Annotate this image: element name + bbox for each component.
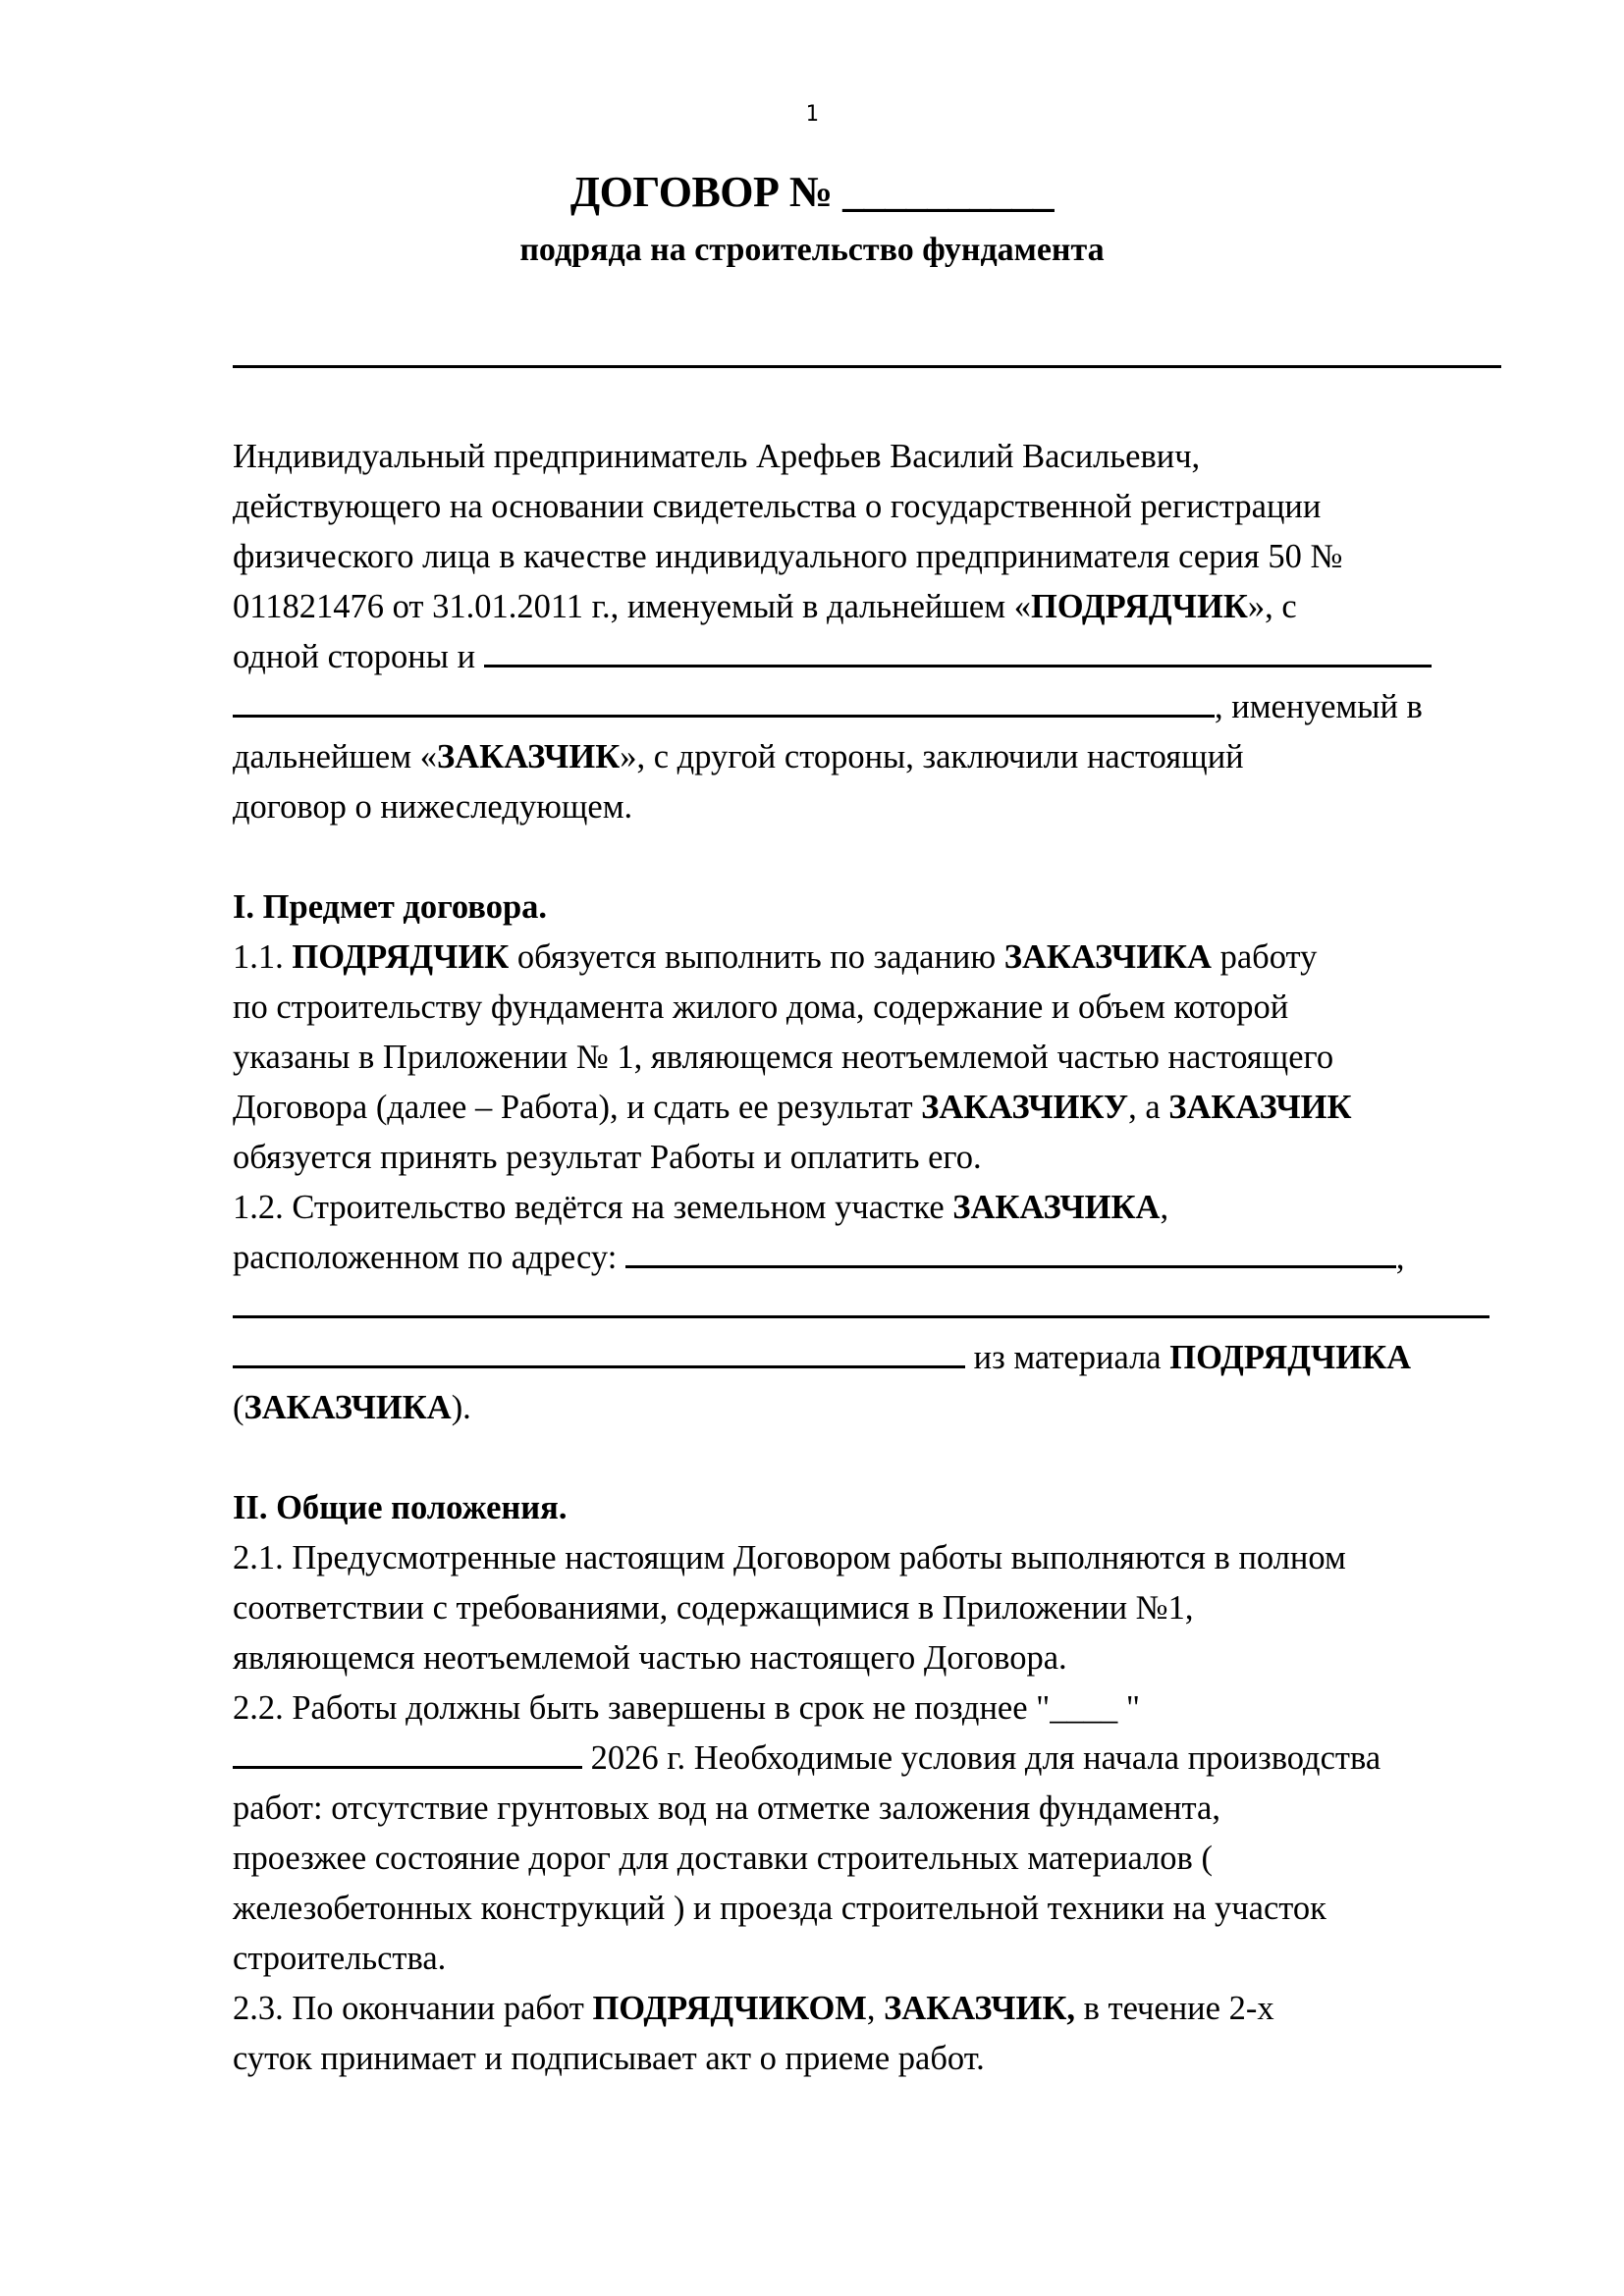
text: 011821476 от 31.01.2011 г., именуемый в дальнейшем « bbox=[233, 588, 1031, 625]
clause-line bbox=[233, 1083, 1509, 1133]
text: , именуемый в bbox=[1215, 688, 1423, 725]
preamble-line: Индивидуальный предприниматель Арефьев Василий Васильевич, bbox=[233, 438, 1201, 475]
page-number: 1 bbox=[805, 102, 819, 127]
text: ). bbox=[451, 1389, 471, 1426]
party-customer: ЗАКАЗЧИКУ bbox=[921, 1089, 1129, 1126]
document-subtitle: подряда на строительство фундамента bbox=[519, 232, 1105, 268]
clause-line bbox=[233, 1984, 1509, 2034]
party-contractor: ПОДРЯДЧИКОМ bbox=[592, 1990, 867, 2027]
clause-line bbox=[233, 1183, 1509, 1233]
text: », с bbox=[1247, 588, 1297, 625]
text: , bbox=[1395, 1239, 1405, 1276]
clause-line: являющемся неотъемлемой частью настоящего Договора. bbox=[233, 1639, 1067, 1677]
party-contractor: ПОДРЯДЧИК bbox=[292, 938, 510, 976]
preamble-line bbox=[233, 682, 1509, 732]
preamble-line bbox=[233, 632, 1509, 682]
party-customer: ЗАКАЗЧИКА bbox=[1003, 938, 1212, 976]
document-body bbox=[233, 432, 1509, 2084]
preamble bbox=[233, 432, 1509, 832]
clause-line: работ: отсутствие грунтовых вод на отметке заложения фундамента, bbox=[233, 1789, 1220, 1827]
blank-field-address[interactable] bbox=[625, 1236, 1396, 1268]
text: из материала bbox=[965, 1339, 1170, 1376]
clause-line: соответствии с требованиями, содержащимися в Приложении №1, bbox=[233, 1589, 1194, 1627]
clause-line: 2.2. Работы должны быть завершены в срок не позднее "____ " bbox=[233, 1689, 1140, 1727]
blank-field-deadline-month[interactable] bbox=[233, 1736, 582, 1769]
text: работу bbox=[1211, 938, 1318, 976]
text: дальнейшем « bbox=[233, 738, 437, 775]
text: обязуется выполнить по заданию bbox=[509, 938, 1004, 976]
text: Договора (далее – Работа), и сдать ее результат bbox=[233, 1089, 922, 1126]
clause-line: проезжее состояние дорог для доставки строительных материалов ( bbox=[233, 1840, 1213, 1877]
clause-line: 2.1. Предусмотренные настоящим Договором работы выполняются в полном bbox=[233, 1539, 1346, 1576]
blank-field-address-cont[interactable] bbox=[233, 1286, 1489, 1318]
section-heading: II. Общие положения. bbox=[233, 1489, 568, 1526]
clause-line: строительства. bbox=[233, 1940, 447, 1977]
clause-line: железобетонных конструкций ) и проезда строительной техники на участок bbox=[233, 1890, 1326, 1927]
text: 1.1. bbox=[233, 938, 293, 976]
clause-line bbox=[233, 1283, 1509, 1333]
clause-line: указаны в Приложении № 1, являющемся неотъемлемой частью настоящего bbox=[233, 1039, 1334, 1076]
preamble-line: физического лица в качестве индивидуального предпринимателя серия 50 № bbox=[233, 538, 1343, 575]
text: 2026 г. Необходимые условия для начала производства bbox=[582, 1739, 1381, 1777]
clause-line bbox=[233, 1333, 1509, 1383]
section-1 bbox=[233, 882, 1509, 1433]
document-title: ДОГОВОР № __________ bbox=[569, 168, 1055, 216]
party-customer: ЗАКАЗЧИК, bbox=[884, 1990, 1075, 2027]
clause-line: суток принимает и подписывает акт о приеме работ. bbox=[233, 2040, 985, 2077]
text: одной стороны и bbox=[233, 638, 476, 675]
text: ( bbox=[233, 1389, 244, 1426]
blank-field-customer-name[interactable] bbox=[484, 635, 1432, 667]
clause-line: по строительству фундамента жилого дома, содержание и объем которой bbox=[233, 988, 1289, 1026]
text: в течение 2-х bbox=[1074, 1990, 1274, 2027]
clause-line bbox=[233, 1734, 1509, 1784]
blank-field-customer-details[interactable] bbox=[233, 685, 1215, 718]
party-customer: ЗАКАЗЧИКА bbox=[244, 1389, 452, 1426]
clause-line bbox=[233, 933, 1509, 983]
text: 2.3. По окончании работ bbox=[233, 1990, 593, 2027]
clause-line bbox=[233, 1233, 1509, 1283]
text: 1.2. Строительство ведётся на земельном участке bbox=[233, 1189, 953, 1226]
party-customer: ЗАКАЗЧИКА bbox=[952, 1189, 1161, 1226]
party-contractor: ПОДРЯДЧИКА bbox=[1169, 1339, 1412, 1376]
text: расположенном по адресу: bbox=[233, 1239, 625, 1276]
party-contractor: ПОДРЯДЧИК bbox=[1030, 588, 1248, 625]
section-2 bbox=[233, 1483, 1509, 2084]
text: , bbox=[866, 1990, 885, 2027]
blank-field-address-cont[interactable] bbox=[233, 1336, 965, 1368]
text: , а bbox=[1128, 1089, 1169, 1126]
preamble-line: договор о нижеследующем. bbox=[233, 788, 633, 826]
party-customer: ЗАКАЗЧИК bbox=[1168, 1089, 1352, 1126]
text: , bbox=[1160, 1189, 1169, 1226]
section-heading: I. Предмет договора. bbox=[233, 888, 548, 926]
preamble-line bbox=[233, 582, 1509, 632]
preamble-line: действующего на основании свидетельства о государственной регистрации bbox=[233, 488, 1322, 525]
divider-rule bbox=[233, 365, 1501, 368]
clause-line bbox=[233, 1383, 1509, 1433]
party-customer: ЗАКАЗЧИК bbox=[436, 738, 621, 775]
preamble-line bbox=[233, 732, 1509, 782]
clause-line: обязуется принять результат Работы и оплатить его. bbox=[233, 1139, 982, 1176]
text: », с другой стороны, заключили настоящий bbox=[620, 738, 1244, 775]
